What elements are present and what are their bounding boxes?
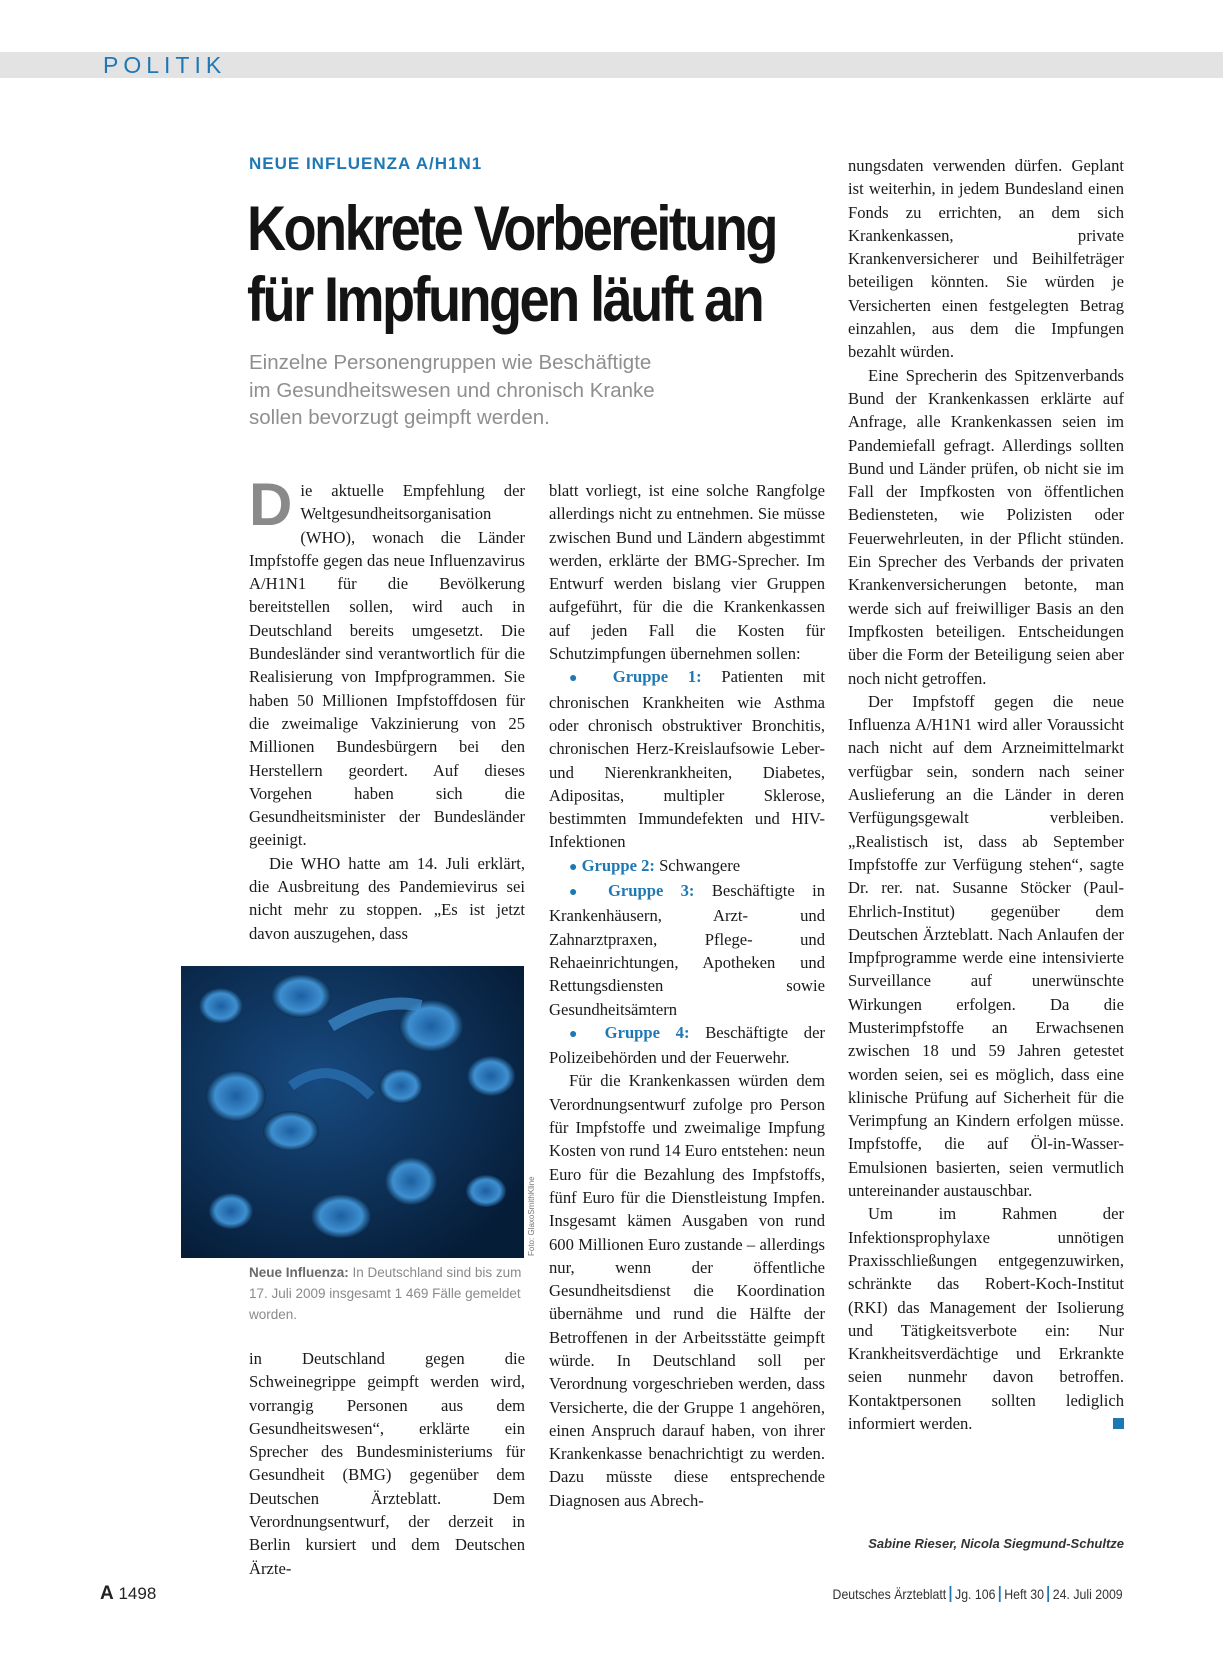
paragraph: in Deutschland gegen die Schweinegrippe geimpft werden wird, vorrangig Personen aus dem Gesundheitswesen“, erklärte ein Sprecher des Bundesministeriums für Gesundheit (BMG) gegenüber dem Deutschen Ärzteblatt. Dem Verordnungsentwurf, der derzeit in Berlin kursiert und dem Deutschen Ärzte-: [249, 1349, 525, 1578]
group-text: Schwangere: [659, 855, 741, 875]
paragraph: [848, 1202, 1124, 1435]
end-of-article-square-icon: [1113, 1418, 1124, 1429]
group-label: Gruppe 1:: [612, 667, 702, 687]
caption-label: Neue Influenza:: [249, 1265, 349, 1280]
paragraph: Eine Sprecherin des Spitzenverbands Bund der Krankenkassen erklärte auf Anfrage, alle Krankenkassen seien im Pandemiefall gefragt. Allerdings sollten Bund und Länder prüfen, ob nicht sie im Fall der Impfkosten von öffentlichen Bediensteten, wie Polizisten oder Feuerwehrleuten, in der Pflicht stünden. Ein Sprecher des Verbands der privaten Krankenversicherungen betonte, man werde sich auf freiwilliger Basis an den Impfkosten beteiligen. Entscheidungen über die Form der Beteiligung seien aber noch nicht getroffen.: [848, 365, 1124, 688]
footer-journal: Deutsches Ärzteblatt: [832, 1586, 947, 1602]
group-text: Beschäftigte in Krankenhäusern, Arzt- und Zahnarztpraxen, Pflege- und Rehaeinrichtungen, Apotheken und Rettungsdiensten sowie Gesundheitsämtern: [549, 881, 825, 1019]
photo-credit: Foto: GlaxoSmithKline: [527, 1176, 536, 1256]
page-number-letter: A: [100, 1583, 114, 1604]
group-label: Gruppe 3:: [607, 881, 695, 901]
group-label: Gruppe 4:: [604, 1022, 690, 1042]
bullet-icon: ●: [569, 1026, 589, 1042]
footer-volume: Jg. 106: [955, 1586, 996, 1602]
group-label: Gruppe 2:: [581, 855, 655, 875]
group-text: Patienten mit chronischen Krankheiten wie Asthma oder chronisch obstruktiver Bronchitis, chronischen Herz-Kreislaufsowie Leber- und Nierenkrankheiten, Diabetes, Adipositas, multipler Sklerose, bestimmten Immundefekten und HIV-Infektionen: [549, 667, 825, 852]
footer-separator: [999, 1586, 1001, 1602]
group-item: [549, 879, 825, 1021]
virus-photo: [181, 966, 524, 1258]
page-number-value: 1498: [118, 1584, 157, 1603]
lead-line: im Gesundheitswesen und chronisch Kranke: [249, 378, 655, 402]
column-2: [549, 479, 825, 1512]
headline-line: Konkrete Vorbereitung: [247, 194, 776, 264]
caption-text: In Deutschland sind bis zum 17. Juli 2009 insgesamt 1 469 Fälle gemeldet worden.: [249, 1265, 522, 1322]
page-number: [100, 1583, 156, 1605]
paragraph: Der Impfstoff gegen die neue Influenza A/H1N1 wird aller Voraussicht nach nicht auf dem Arzneimittelmarkt verfügbar sein, sondern nach seiner Auslieferung an die Länder in deren Verfügungsgewalt verbleiben. „Realistisch ist, dass ab September Impfstoffe zur Verfügung stehen“, sagte Dr. rer. nat. Susanne Stöcker (Paul-Ehrlich-Institut) gegenüber dem Deutschen Ärzteblatt. Nach Anlaufen der Impfprogramme werde eine intensivierte Surveillance auf unerwünschte Wirkungen erfolgen. Da die Musterimpfstoffe an Erwachsenen zwischen 18 und 59 Jahren getestet worden seien, sei es möglich, dass eine klinische Prüfung auf Sicherheit für die Verimpfung an Kindern erfolgen müsse. Impfstoffe, die auf Öl-in-Wasser-Emulsionen basierten, seien vermutlich untereinander austauschbar.: [848, 691, 1124, 1201]
photo-caption: [249, 1262, 523, 1325]
article-headline: [247, 194, 776, 336]
virus-micrograph-image: [181, 966, 524, 1258]
footer: [833, 1586, 1123, 1602]
lead-line: Einzelne Personengruppen wie Beschäftigte: [249, 351, 652, 374]
bullet-icon: ●: [569, 671, 594, 687]
article-authors: Sabine Rieser, Nicola Siegmund-Schultze: [868, 1536, 1124, 1551]
footer-separator: [950, 1586, 952, 1602]
group-text: Beschäftigte der Polizeibehörden und der Feuerwehr.: [549, 1022, 825, 1068]
paragraph: nungsdaten verwenden dürfen. Geplant ist weiterhin, in jedem Bundesland einen Fonds zu errichten, an dem sich Krankenkassen, private Krankenversicherer und Beihilfeträger beteiligen könnten. Sie würden je Versicherten einen festgelegten Betrag einzahlen, aus dem die Impfungen bezahlt würden.: [848, 156, 1124, 362]
footer-separator: [1048, 1586, 1050, 1602]
bullet-icon: ●: [569, 885, 591, 901]
paragraph-text: ie aktuelle Empfehlung der Weltgesundheitsorganisation (WHO), wonach die Länder Impfstoffe gegen das neue Influenzavirus A/H1N1 für die Bevölkerung bereitstellen sollen, wird auch in Deutschland bereits umgesetzt. Die Bundesländer sind verantwortlich für die Realisierung von Impfprogrammen. Sie haben 50 Millionen Impfstoffdosen für die zweimalige Vakzinierung von 25 Millionen Bundesbürgern bei den Herstellern geordert. Auf dieses Vorgehen haben sich die Gesundheitsminister der Bundesländer geeinigt.: [249, 481, 525, 850]
group-item: [549, 665, 825, 853]
lead-line: sollen bevorzugt geimpft werden.: [249, 406, 550, 429]
group-item: [549, 854, 825, 879]
headline-line: für Impfungen läuft an: [247, 265, 763, 335]
column-3: [848, 154, 1124, 1435]
article-kicker: NEUE INFLUENZA A/H1N1: [249, 154, 483, 173]
column-1-bottom: [249, 1347, 525, 1580]
paragraph-text: Um im Rahmen der Infektionsprophylaxe unnötigen Praxisschließungen entgegenzuwirken, schränkte das Robert-Koch-Institut (RKI) das Management der Isolierung und Tätigkeitsverbote ein: Nur Krankheitsverdächtige und Erkrankte seien nunmehr davon betroffen. Kontaktpersonen sollten lediglich informiert werden.: [848, 1204, 1124, 1434]
section-label: POLITIK: [103, 52, 227, 78]
footer-issue: Heft 30: [1004, 1586, 1045, 1602]
article-lead: [249, 349, 779, 432]
paragraph: Die WHO hatte am 14. Juli erklärt, die Ausbreitung des Pandemievirus sei nicht mehr zu stoppen. „Es ist jetzt davon auszugehen, dass: [249, 853, 525, 943]
paragraph: [249, 471, 525, 852]
footer-date: 24. Juli 2009: [1053, 1586, 1123, 1602]
group-item: [549, 1021, 825, 1070]
bullet-icon: ●: [569, 859, 578, 875]
paragraph: Für die Krankenkassen würden dem Verordnungsentwurf zufolge pro Person für Impfstoffe und zweimalige Impfung Kosten von rund 14 Euro entstehen: neun Euro für die Bezahlung des Impfstoffs, fünf Euro für die Dienstleistung Impfen. Insgesamt kämen Ausgaben von rund 600 Millionen Euro zustande – allerdings nur, wenn der öffentliche Gesundheitsdienst die Koordination übernähme und rund die Hälfte der Betroffenen in der Arbeitsstätte geimpft würde. In Deutschland soll per Verordnung vorgeschrieben werden, dass Versicherte, die der Gruppe 1 angehören, einen Anspruch darauf haben, von ihrer Krankenkasse benachrichtigt zu werden. Dazu müsste diese entsprechende Diagnosen aus Abrech-: [549, 1071, 825, 1510]
paragraph: blatt vorliegt, ist eine solche Rangfolge allerdings nicht zu entnehmen. Sie müsse zwischen Bund und Ländern abgestimmt werden, erklärte der BMG-Sprecher. Im Entwurf werden bislang vier Gruppen aufgeführt, für die die Krankenkassen auf jeden Fall die Kosten für Schutzimpfungen übernehmen sollen:: [549, 481, 825, 664]
drop-cap: D: [249, 471, 293, 538]
column-1-top: [249, 471, 525, 945]
